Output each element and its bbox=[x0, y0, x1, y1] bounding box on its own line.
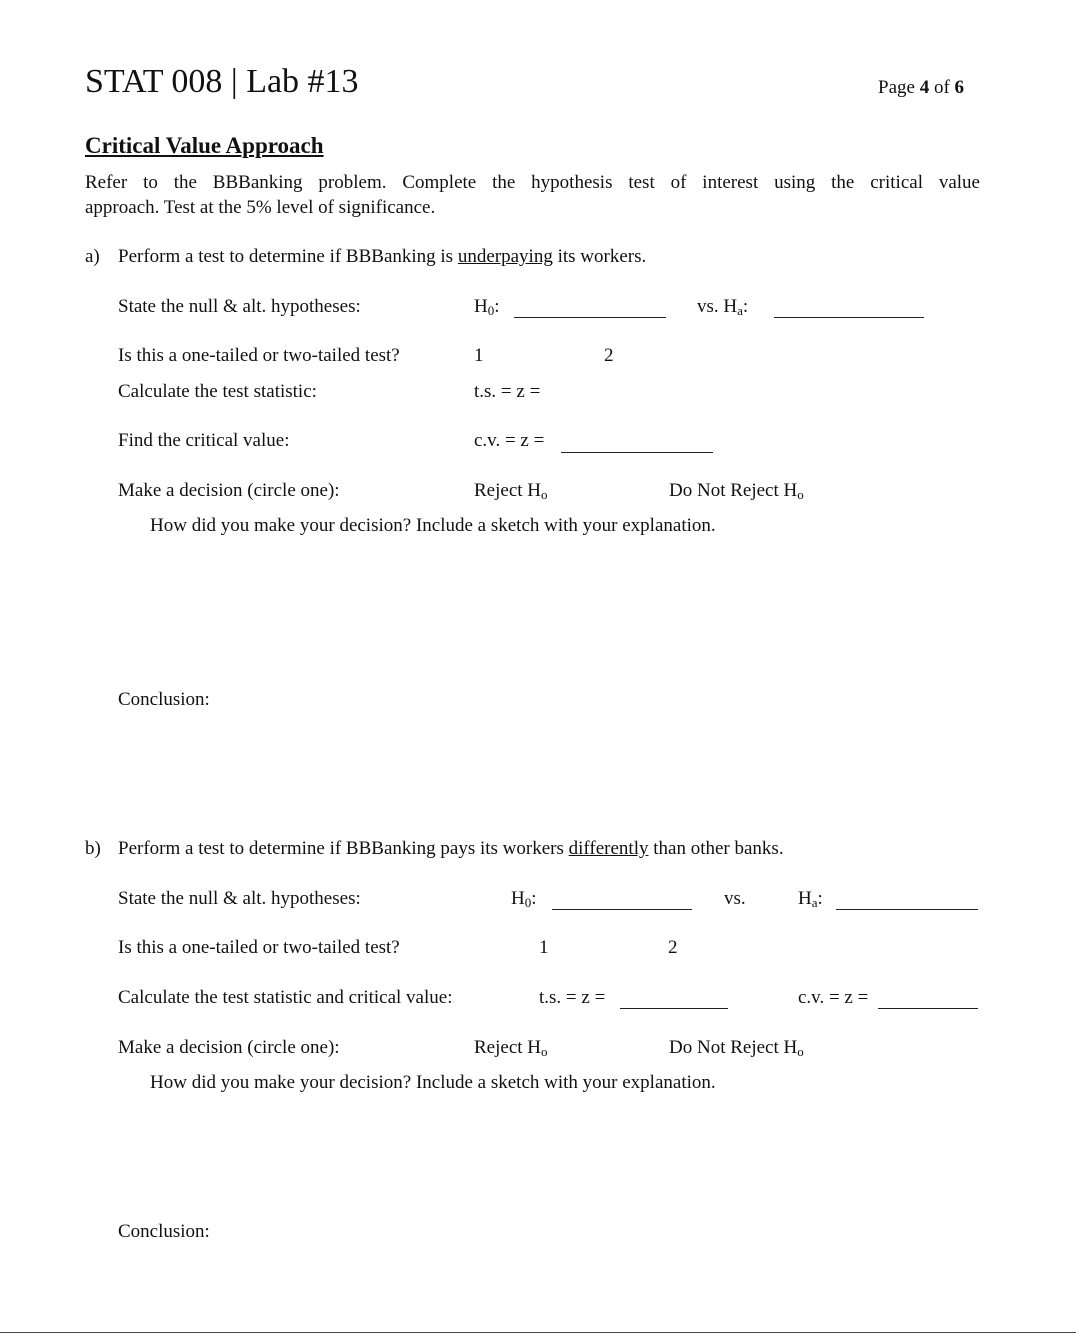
page-number bbox=[878, 77, 964, 99]
part-a-cv-value: c.v. = z = bbox=[474, 430, 545, 451]
part-b-h0-colon: : bbox=[531, 888, 537, 909]
intro-line-1: Refer to the BBBanking problem. Complete the hypothesis test of interest using the critical value bbox=[85, 172, 980, 193]
part-b-ha-sub: a bbox=[811, 895, 818, 910]
part-a-vs-label: vs. H bbox=[697, 296, 738, 317]
part-a-prompt-emphasis: underpaying bbox=[457, 246, 553, 267]
part-a-hypotheses-label: State the null & alt. hypotheses: bbox=[118, 296, 361, 317]
part-a-ts-value: t.s. = z = bbox=[474, 381, 541, 402]
part-b-conclusion-label: Conclusion: bbox=[118, 1221, 210, 1242]
part-b-ha bbox=[798, 888, 823, 914]
part-a-prompt-pre: Perform a test to determine if BBBanking is bbox=[118, 246, 458, 267]
part-b-prompt-post: than other banks. bbox=[648, 838, 784, 859]
part-a-cv-label: Find the critical value: bbox=[118, 430, 290, 451]
part-a-cv-blank[interactable] bbox=[561, 436, 713, 453]
part-b-ts-blank[interactable] bbox=[620, 992, 728, 1009]
part-a-tail-option-2[interactable]: 2 bbox=[604, 345, 614, 366]
part-a-decision-label: Make a decision (circle one): bbox=[118, 480, 340, 501]
part-b-reject-option[interactable] bbox=[474, 1037, 548, 1063]
part-a-ha bbox=[697, 296, 748, 322]
part-a-not-reject-sub: o bbox=[797, 487, 804, 502]
part-b-calc-label: Calculate the test statistic and critical value: bbox=[118, 987, 453, 1008]
part-b-ts-value: t.s. = z = bbox=[539, 987, 606, 1008]
part-b-prompt-pre: Perform a test to determine if BBBanking pays its workers bbox=[118, 838, 569, 859]
page-title-text: STAT 008 | Lab #13 bbox=[85, 63, 359, 100]
part-b-ha-letter: H bbox=[798, 888, 812, 909]
part-a-tail-question: Is this a one-tailed or two-tailed test? bbox=[118, 345, 400, 366]
part-b-ha-blank[interactable] bbox=[836, 893, 978, 910]
part-b-not-reject-option[interactable] bbox=[669, 1037, 804, 1063]
part-b-cv-blank[interactable] bbox=[878, 992, 978, 1009]
part-a-h0 bbox=[474, 296, 500, 322]
part-b-ha-colon: : bbox=[817, 888, 823, 909]
part-a-ha-blank[interactable] bbox=[774, 301, 924, 318]
part-b-h0 bbox=[511, 888, 537, 914]
part-b-vs-label: vs. bbox=[724, 888, 746, 909]
page-mid: of bbox=[929, 77, 955, 98]
part-a-reject-option[interactable] bbox=[474, 480, 548, 506]
part-a-h0-letter: H bbox=[474, 296, 488, 317]
part-a-prompt bbox=[118, 246, 646, 268]
part-a-prompt-post: its workers. bbox=[552, 246, 647, 267]
part-b-tail-question: Is this a one-tailed or two-tailed test? bbox=[118, 937, 400, 958]
part-b-reject-sub: o bbox=[541, 1044, 548, 1059]
intro-line-2: approach. Test at the 5% level of significance. bbox=[85, 197, 436, 218]
part-b-tail-option-2[interactable]: 2 bbox=[668, 937, 678, 958]
page-total: 6 bbox=[954, 77, 965, 98]
part-b-h0-sub: 0 bbox=[524, 895, 532, 910]
part-b-prompt bbox=[118, 838, 784, 860]
part-a-ha-sub: a bbox=[737, 303, 743, 318]
part-b-not-reject-sub: o bbox=[797, 1044, 804, 1059]
part-b-prompt-emphasis: differently bbox=[568, 838, 649, 859]
page-bottom-rule bbox=[0, 1332, 1076, 1333]
part-b-label: b) bbox=[85, 838, 101, 859]
part-b-decision-label: Make a decision (circle one): bbox=[118, 1037, 340, 1058]
part-a-label: a) bbox=[85, 246, 100, 267]
part-a-not-reject-option[interactable] bbox=[669, 480, 804, 506]
part-a-h0-blank[interactable] bbox=[514, 301, 666, 318]
part-b-how-prompt: How did you make your decision? Include a sketch with your explanation. bbox=[150, 1072, 716, 1093]
part-a-not-reject-text: Do Not Reject H bbox=[669, 480, 798, 501]
part-b-tail-option-1[interactable]: 1 bbox=[539, 937, 549, 958]
part-a-conclusion-label: Conclusion: bbox=[118, 689, 210, 710]
part-a-h0-sub: 0 bbox=[487, 303, 495, 318]
part-b-cv-value: c.v. = z = bbox=[798, 987, 869, 1008]
part-b-hypotheses-label: State the null & alt. hypotheses: bbox=[118, 888, 361, 909]
part-a-how-prompt: How did you make your decision? Include a sketch with your explanation. bbox=[150, 515, 716, 536]
part-a-ha-colon: : bbox=[742, 296, 749, 317]
part-b-h0-blank[interactable] bbox=[552, 893, 692, 910]
part-a-tail-option-1[interactable]: 1 bbox=[474, 345, 484, 366]
part-b-not-reject-text: Do Not Reject H bbox=[669, 1037, 798, 1058]
part-a-h0-colon: : bbox=[494, 296, 500, 317]
page-title bbox=[85, 62, 359, 102]
page-prefix: Page bbox=[878, 77, 920, 98]
page-current: 4 bbox=[919, 77, 930, 98]
part-b-reject-text: Reject H bbox=[474, 1037, 542, 1058]
part-a-ts-label: Calculate the test statistic: bbox=[118, 381, 317, 402]
part-a-reject-text: Reject H bbox=[474, 480, 542, 501]
section-heading: Critical Value Approach bbox=[85, 133, 324, 158]
part-b-h0-letter: H bbox=[511, 888, 525, 909]
part-a-reject-sub: o bbox=[541, 487, 548, 502]
